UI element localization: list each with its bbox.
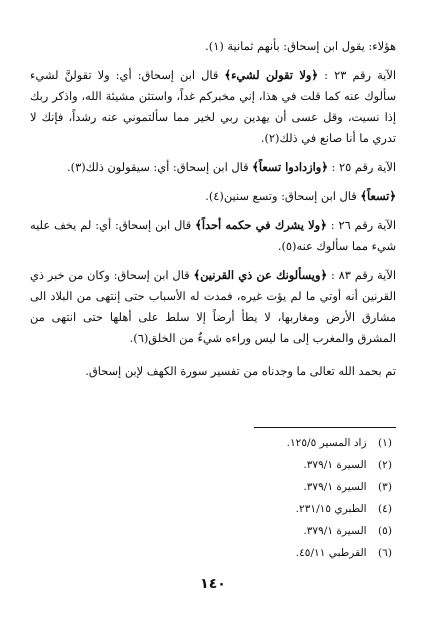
commentary-text: قال ابن إسحاق: أي: لم يخف عليه شيء مما سألوك عنه(٥). xyxy=(30,218,396,253)
footnote-text: السيرة ٣٧٩/١. xyxy=(303,481,367,493)
footnote-number: (٣) xyxy=(378,481,392,493)
closing-text: تم بحمد الله تعالى ما وجدناه من تفسير سورة الكهف لإبن إسحاق. xyxy=(85,364,396,378)
footnotes xyxy=(30,432,392,564)
commentary-text: قال ابن إسحاق: أي: سيقولون ذلك(٣). xyxy=(66,160,253,174)
footnote-text: السيرة ٣٧٩/١. xyxy=(303,459,367,471)
commentary-text: قال ابن إسحاق: أي: ولا تقولنَّ لشيء سألوك عنه كما قلت في هذا، إني مخبركم غداً، واستثن مشيئة الله، واذكر ربك إذا نسيت، وقل عسى أن يهدين ربي لخير مما سألتموني عنه رشداً، فإنك لا تدري ما أنا صانع في ذلك(٢). xyxy=(30,68,396,145)
footnote-item xyxy=(30,432,392,454)
verse-quote: ﴿وازدادوا تسعاً﴾ xyxy=(252,160,328,174)
paragraph-closing xyxy=(30,361,396,382)
footnote-item xyxy=(30,542,392,564)
footnote-text: زاد المسير ١٢٥/٥. xyxy=(286,437,367,449)
footnote-text: السيرة ٣٧٩/١. xyxy=(303,525,367,537)
commentary-text: قال ابن إسحاق: وكان من خبر ذي القرنين أنه أوتي ما لم يؤت غيره، فمدت له الأسباب حتى إنتهى من البلاد الى مشارق الأرض ومغاربها، لا يطأ أرضاً إلا سلط على أهلها حتى انتهى من المشرق والمغرب إلى ما ليس وراءه شيءٌ من الخلق(٦). xyxy=(30,268,396,345)
verse-number: الآية رقم ٢٦ : xyxy=(326,218,396,232)
verse-quote: ﴿ويسألونك عن ذي القرنين﴾ xyxy=(193,268,328,282)
verse-quote: ﴿ولا تقولن لشيء﴾ xyxy=(224,68,319,82)
page-number: ١٤٠ xyxy=(200,576,226,592)
footnote-number: (٤) xyxy=(378,503,392,515)
verse-quote: ﴿ولا يشرك في حكمه أحداً﴾ xyxy=(195,218,327,232)
main-text xyxy=(30,36,396,390)
paragraph-verse-26 xyxy=(30,215,396,257)
footnote-text: الطبري ٢٣١/١٥. xyxy=(295,503,367,515)
footnote-number: (١) xyxy=(378,437,392,449)
verse-number: الآية رقم ٢٣ : xyxy=(318,68,397,82)
footnote-text: القرطبي ٤٥/١١. xyxy=(295,547,367,559)
footnote-number: (٦) xyxy=(378,547,392,559)
footnote-number: (٢) xyxy=(378,459,392,471)
verse-number: الآية رقم ٢٥ : xyxy=(327,160,396,174)
paragraph-verse-83 xyxy=(30,265,396,349)
footnote-number: (٥) xyxy=(378,525,392,537)
verse-quote: ﴿تسعاً﴾ xyxy=(360,189,396,203)
paragraph-tisan xyxy=(30,186,396,207)
paragraph-intro xyxy=(30,36,396,57)
footnote-item xyxy=(30,454,392,476)
commentary-text: قال ابن إسحاق: وتسع سنين(٤). xyxy=(205,189,361,203)
footnote-item xyxy=(30,520,392,542)
verse-number: الآية رقم ٨٣ : xyxy=(327,268,396,282)
footnote-divider xyxy=(254,427,396,428)
paragraph-verse-25 xyxy=(30,157,396,178)
footnote-item xyxy=(30,476,392,498)
paragraph-verse-23 xyxy=(30,65,396,149)
paragraph-text: هؤلاء: يقول ابن إسحاق: بأنهم ثمانية (١). xyxy=(205,39,396,53)
footnote-item xyxy=(30,498,392,520)
